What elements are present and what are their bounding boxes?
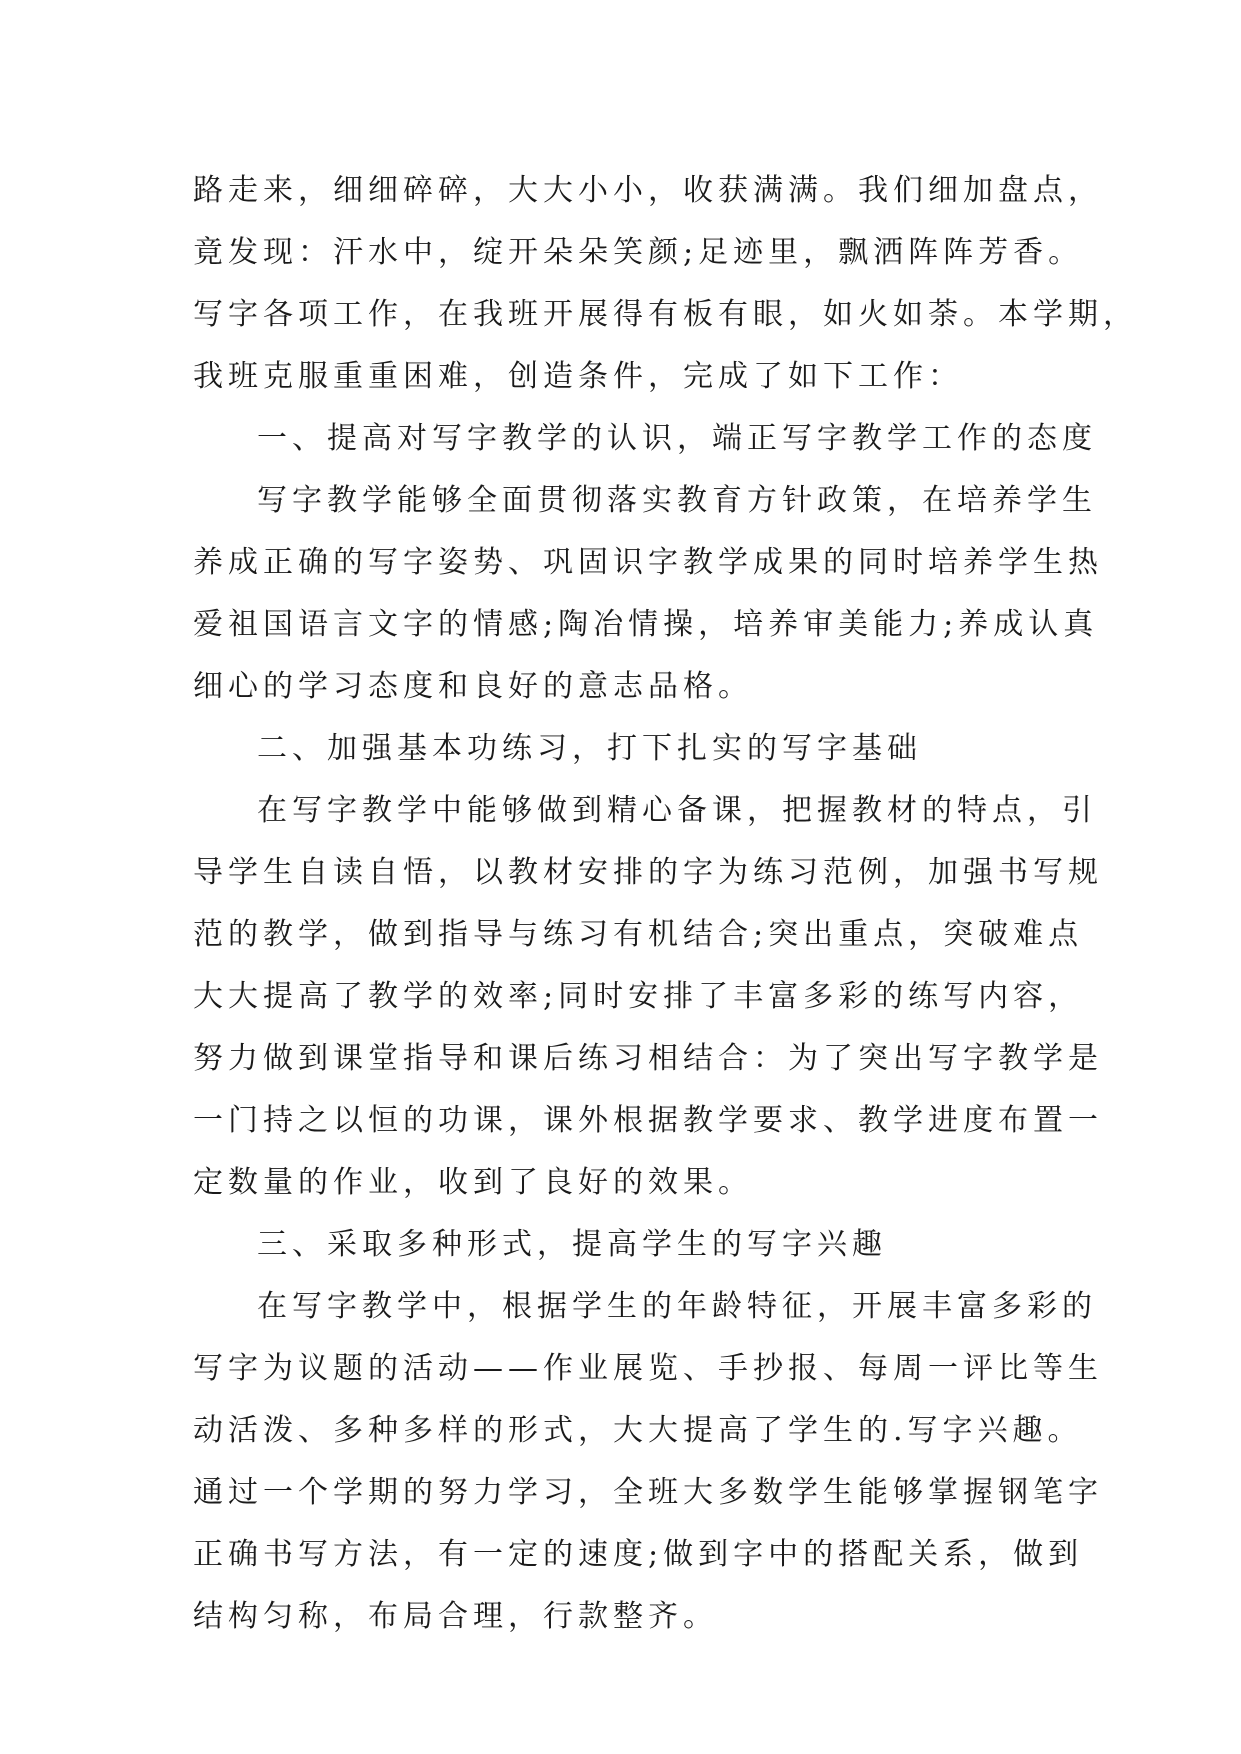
text-line: 定数量的作业，收到了良好的效果。 xyxy=(193,1165,753,1200)
text-line: 写字为议题的活动——作业展览、手抄报、每周一评比等生 xyxy=(193,1351,1103,1386)
text-line: 一门持之以恒的功课，课外根据教学要求、教学进度布置一 xyxy=(193,1103,1103,1138)
text-line: 一、提高对写字教学的认识，端正写字教学工作的态度 xyxy=(257,421,1097,456)
text-line: 养成正确的写字姿势、巩固识字教学成果的同时培养学生热 xyxy=(193,545,1103,580)
text-line: 写字教学能够全面贯彻落实教育方针政策，在培养学生 xyxy=(257,483,1097,518)
text-line: 导学生自读自悟，以教材安排的字为练习范例，加强书写规 xyxy=(193,855,1103,890)
text-line: 通过一个学期的努力学习，全班大多数学生能够掌握钢笔字 xyxy=(193,1475,1103,1510)
text-line: 二、加强基本功练习，打下扎实的写字基础 xyxy=(257,731,922,766)
body-text xyxy=(193,160,1138,1648)
text-line: 写字各项工作，在我班开展得有板有眼，如火如荼。本学期， xyxy=(193,297,1138,332)
text-line: 爱祖国语言文字的情感;陶冶情操，培养审美能力;养成认真 xyxy=(193,607,1099,642)
text-line: 在写字教学中，根据学生的年龄特征，开展丰富多彩的 xyxy=(257,1289,1097,1324)
text-line: 正确书写方法，有一定的速度;做到字中的搭配关系，做到 xyxy=(193,1537,1084,1572)
text-line: 竟发现：汗水中，绽开朵朵笑颜;足迹里，飘洒阵阵芳香。 xyxy=(193,235,1084,270)
text-line: 努力做到课堂指导和课后练习相结合：为了突出写字教学是 xyxy=(193,1041,1103,1076)
text-line: 我班克服重重困难，创造条件，完成了如下工作： xyxy=(193,359,963,394)
text-line: 路走来，细细碎碎，大大小小，收获满满。我们细加盘点， xyxy=(193,173,1103,208)
text-line: 范的教学，做到指导与练习有机结合;突出重点，突破难点 xyxy=(193,917,1084,952)
text-line: 三、采取多种形式，提高学生的写字兴趣 xyxy=(257,1227,887,1262)
text-line: 结构匀称，布局合理，行款整齐。 xyxy=(193,1599,718,1634)
text-line: 细心的学习态度和良好的意志品格。 xyxy=(193,669,753,704)
text-line: 大大提高了教学的效率;同时安排了丰富多彩的练写内容， xyxy=(193,979,1084,1014)
text-line: 动活泼、多种多样的形式，大大提高了学生的.写字兴趣。 xyxy=(193,1413,1083,1448)
text-line: 在写字教学中能够做到精心备课，把握教材的特点，引 xyxy=(257,793,1097,828)
